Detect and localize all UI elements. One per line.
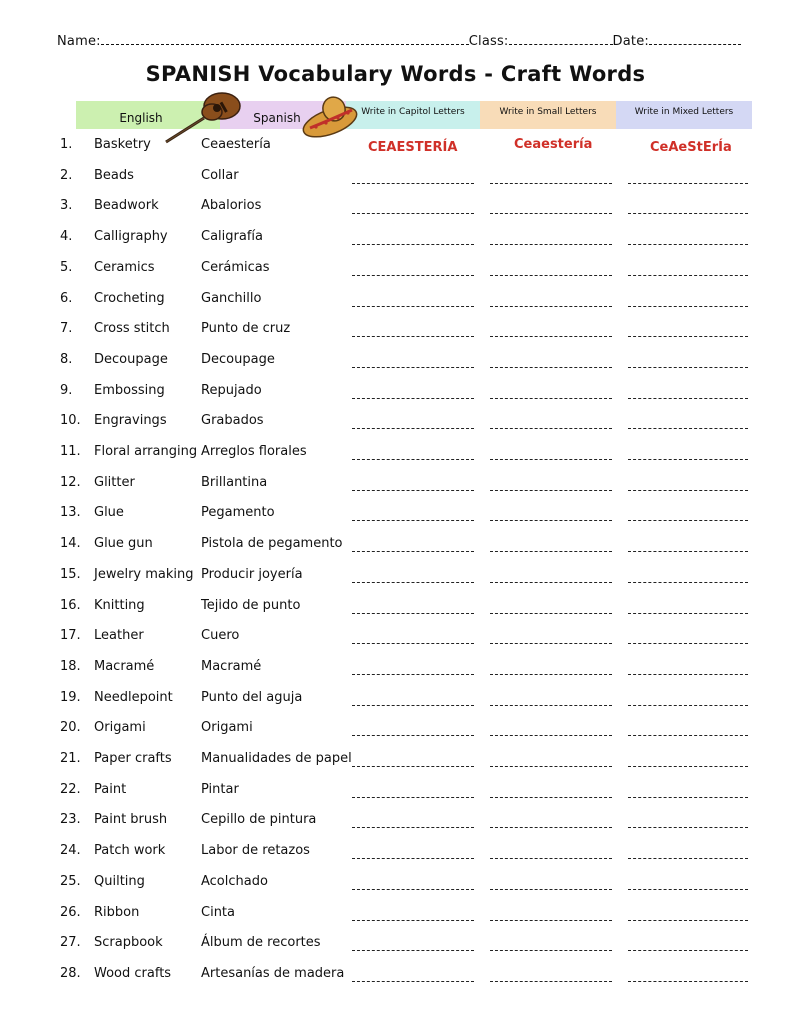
small-answer-line[interactable] <box>490 490 612 491</box>
english-word: Decoupage <box>94 351 168 367</box>
spanish-word: Ganchillo <box>201 290 262 306</box>
row-number: 7. <box>60 321 73 337</box>
spanish-word: Decoupage <box>201 351 275 367</box>
small-answer-line[interactable] <box>490 827 612 828</box>
row-number: 24. <box>60 843 81 859</box>
row-number: 28. <box>60 965 81 981</box>
row-number: 21. <box>60 751 81 766</box>
capital-answer-line[interactable] <box>352 428 474 429</box>
small-answer-line[interactable] <box>490 582 612 583</box>
capital-answer-line[interactable] <box>352 398 474 399</box>
small-answer-line[interactable] <box>490 705 612 706</box>
capital-answer-line[interactable] <box>352 981 474 982</box>
capital-answer-line[interactable] <box>352 551 474 552</box>
spanish-word: Macramé <box>201 658 262 674</box>
small-answer-line[interactable] <box>490 920 612 921</box>
column-header-small: Write in Small Letters <box>480 101 616 129</box>
capital-answer-line[interactable] <box>352 613 474 614</box>
spanish-word: Ceaestería <box>201 137 271 152</box>
spanish-word: Abalorios <box>201 198 262 214</box>
row-number: 26. <box>60 904 81 920</box>
capital-answer-line[interactable] <box>352 674 474 675</box>
mixed-answer-line[interactable] <box>628 797 748 798</box>
capital-answer-line[interactable] <box>352 459 474 460</box>
row-number: 15. <box>60 566 81 582</box>
word-row <box>0 444 791 474</box>
english-word: Wood crafts <box>94 965 172 981</box>
spanish-word: Cepillo de pintura <box>201 812 317 828</box>
mixed-answer-line[interactable] <box>628 889 748 890</box>
capital-answer-line[interactable] <box>352 858 474 859</box>
row-number: 20. <box>60 720 81 736</box>
small-answer-line[interactable] <box>490 735 612 736</box>
english-word: Jewelry making <box>94 566 194 582</box>
english-word: Floral arranging <box>94 444 198 459</box>
spanish-word: Origami <box>201 720 253 736</box>
small-answer-line[interactable] <box>490 183 612 184</box>
small-answer-line[interactable] <box>490 766 612 767</box>
spanish-word: Punto de cruz <box>201 321 291 337</box>
english-word: Knitting <box>94 597 145 613</box>
spanish-word: Acolchado <box>201 873 268 889</box>
word-row <box>0 229 791 259</box>
mixed-answer-line[interactable] <box>628 459 748 460</box>
row-number: 23. <box>60 812 81 828</box>
capital-answer-line[interactable] <box>352 889 474 890</box>
row-number: 8. <box>60 351 73 367</box>
word-row <box>0 383 791 413</box>
word-row <box>0 598 791 628</box>
capital-answer-line[interactable] <box>352 950 474 951</box>
capital-answer-line[interactable] <box>352 735 474 736</box>
word-row <box>0 812 791 842</box>
row-number: 22. <box>60 781 81 797</box>
spanish-word: Labor de retazos <box>201 843 310 859</box>
word-row <box>0 505 791 535</box>
small-answer-line[interactable] <box>490 889 612 890</box>
word-row <box>0 168 791 198</box>
english-word: Glue gun <box>94 536 153 552</box>
mixed-answer-line[interactable] <box>628 490 748 491</box>
english-word: Paint <box>94 781 127 797</box>
mixed-answer-line[interactable] <box>628 367 748 368</box>
word-row <box>0 198 791 228</box>
small-answer-line[interactable] <box>490 520 612 521</box>
spanish-word: Repujado <box>201 382 262 398</box>
english-word: Macramé <box>94 658 155 674</box>
english-word: Glue <box>94 505 124 521</box>
english-word: Patch work <box>94 843 166 859</box>
row-number: 27. <box>60 935 81 951</box>
row-number: 4. <box>60 229 73 245</box>
word-row <box>0 321 791 351</box>
small-answer-line[interactable] <box>490 244 612 245</box>
mixed-answer-line[interactable] <box>628 674 748 675</box>
example-mixed: CeAeStErÍa <box>650 140 732 155</box>
capital-answer-line[interactable] <box>352 766 474 767</box>
word-row <box>0 782 791 812</box>
word-row <box>0 843 791 873</box>
spanish-word: Manualidades de papel <box>201 751 352 766</box>
row-number: 17. <box>60 628 81 644</box>
spanish-word: Punto del aguja <box>201 689 303 705</box>
word-row <box>0 628 791 658</box>
row-number: 9. <box>60 382 73 398</box>
small-answer-line[interactable] <box>490 797 612 798</box>
capital-answer-line[interactable] <box>352 244 474 245</box>
small-answer-line[interactable] <box>490 275 612 276</box>
word-row <box>0 567 791 597</box>
small-answer-line[interactable] <box>490 367 612 368</box>
small-answer-line[interactable] <box>490 336 612 337</box>
spanish-word: Collar <box>201 167 239 183</box>
column-header-capital: Write in Capitol Letters <box>346 101 480 129</box>
small-answer-line[interactable] <box>490 858 612 859</box>
spanish-word: Producir joyería <box>201 566 303 582</box>
english-word: Beadwork <box>94 198 159 214</box>
mixed-answer-line[interactable] <box>628 551 748 552</box>
spanish-word: Caligrafía <box>201 229 263 245</box>
capital-answer-line[interactable] <box>352 367 474 368</box>
row-number: 1. <box>60 137 73 152</box>
page-title: SPANISH Vocabulary Words - Craft Words <box>145 62 646 86</box>
capital-answer-line[interactable] <box>352 306 474 307</box>
capital-answer-line[interactable] <box>352 705 474 706</box>
mixed-answer-line[interactable] <box>628 858 748 859</box>
column-header-mixed: Write in Mixed Letters <box>616 101 752 129</box>
spanish-word: Arreglos florales <box>201 444 307 459</box>
capital-answer-line[interactable] <box>352 275 474 276</box>
word-row <box>0 291 791 321</box>
row-number: 5. <box>60 259 73 275</box>
name-label: Name: <box>57 34 101 49</box>
word-row <box>0 720 791 750</box>
english-word: Engravings <box>94 413 167 429</box>
spanish-word: Pintar <box>201 781 239 797</box>
small-answer-line[interactable] <box>490 306 612 307</box>
example-small: Ceaestería <box>514 137 593 152</box>
spanish-word: Tejido de punto <box>201 597 301 613</box>
spanish-word: Brillantina <box>201 474 268 490</box>
spanish-word: Pistola de pegamento <box>201 536 343 552</box>
mixed-answer-line[interactable] <box>628 766 748 767</box>
word-row <box>0 905 791 935</box>
capital-answer-line[interactable] <box>352 582 474 583</box>
small-answer-line[interactable] <box>490 950 612 951</box>
word-row <box>0 352 791 382</box>
row-number: 6. <box>60 290 73 306</box>
mixed-answer-line[interactable] <box>628 183 748 184</box>
mixed-answer-line[interactable] <box>628 950 748 951</box>
small-answer-line[interactable] <box>490 459 612 460</box>
english-word: Crocheting <box>94 290 165 306</box>
word-row <box>0 690 791 720</box>
word-row <box>0 659 791 689</box>
capital-answer-line[interactable] <box>352 643 474 644</box>
row-number: 18. <box>60 658 81 674</box>
word-row <box>0 966 791 996</box>
word-row <box>0 935 791 965</box>
word-row <box>0 137 791 167</box>
small-answer-line[interactable] <box>490 981 612 982</box>
mixed-answer-line[interactable] <box>628 613 748 614</box>
small-answer-line[interactable] <box>490 613 612 614</box>
small-answer-line[interactable] <box>490 551 612 552</box>
capital-answer-line[interactable] <box>352 797 474 798</box>
spanish-word: Grabados <box>201 413 264 429</box>
row-number: 11. <box>60 444 81 459</box>
mixed-answer-line[interactable] <box>628 428 748 429</box>
english-word: Basketry <box>94 137 151 152</box>
english-word: Embossing <box>94 382 165 398</box>
english-word: Glitter <box>94 474 135 490</box>
row-number: 12. <box>60 474 81 490</box>
capital-answer-line[interactable] <box>352 183 474 184</box>
english-word: Quilting <box>94 873 145 889</box>
mixed-answer-line[interactable] <box>628 582 748 583</box>
english-word: Needlepoint <box>94 689 173 705</box>
english-word: Paint brush <box>94 812 168 828</box>
english-word: Leather <box>94 628 144 644</box>
capital-answer-line[interactable] <box>352 336 474 337</box>
word-row <box>0 260 791 290</box>
spanish-word: Artesanías de madera <box>201 965 345 981</box>
class-field[interactable] <box>509 34 613 45</box>
capital-answer-line[interactable] <box>352 213 474 214</box>
english-word: Beads <box>94 167 134 183</box>
english-word: Calligraphy <box>94 229 168 245</box>
mixed-answer-line[interactable] <box>628 827 748 828</box>
capital-answer-line[interactable] <box>352 827 474 828</box>
row-number: 25. <box>60 873 81 889</box>
english-word: Paper crafts <box>94 751 172 766</box>
word-row <box>0 874 791 904</box>
mixed-answer-line[interactable] <box>628 981 748 982</box>
mixed-answer-line[interactable] <box>628 306 748 307</box>
date-label: Date: <box>612 34 649 49</box>
word-row <box>0 536 791 566</box>
mixed-answer-line[interactable] <box>628 244 748 245</box>
row-number: 14. <box>60 536 81 552</box>
small-answer-line[interactable] <box>490 428 612 429</box>
english-word: Cross stitch <box>94 321 170 337</box>
student-info-line <box>57 34 741 49</box>
capital-answer-line[interactable] <box>352 490 474 491</box>
mixed-answer-line[interactable] <box>628 735 748 736</box>
mixed-answer-line[interactable] <box>628 213 748 214</box>
spanish-word: Cerámicas <box>201 259 270 275</box>
row-number: 13. <box>60 505 81 521</box>
example-capital: CEAESTERÍA <box>368 140 458 155</box>
english-word: Scrapbook <box>94 935 163 951</box>
word-row <box>0 413 791 443</box>
column-header-english: English <box>76 101 220 129</box>
small-answer-line[interactable] <box>490 643 612 644</box>
column-header-spanish: Spanish <box>220 101 346 129</box>
mixed-answer-line[interactable] <box>628 920 748 921</box>
row-number: 10. <box>60 413 81 429</box>
word-row <box>0 475 791 505</box>
mixed-answer-line[interactable] <box>628 643 748 644</box>
capital-answer-line[interactable] <box>352 520 474 521</box>
mixed-answer-line[interactable] <box>628 520 748 521</box>
name-field[interactable] <box>101 34 469 45</box>
english-word: Ribbon <box>94 904 140 920</box>
small-answer-line[interactable] <box>490 213 612 214</box>
english-word: Origami <box>94 720 146 736</box>
row-number: 2. <box>60 167 73 183</box>
row-number: 19. <box>60 689 81 705</box>
mixed-answer-line[interactable] <box>628 275 748 276</box>
word-row <box>0 751 791 781</box>
sombrero-icon <box>300 92 362 138</box>
spanish-word: Cuero <box>201 628 240 644</box>
spanish-word: Cinta <box>201 904 235 920</box>
mixed-answer-line[interactable] <box>628 398 748 399</box>
spanish-word: Álbum de recortes <box>201 935 321 951</box>
spanish-word: Pegamento <box>201 505 275 521</box>
mixed-answer-line[interactable] <box>628 705 748 706</box>
mixed-answer-line[interactable] <box>628 336 748 337</box>
capital-answer-line[interactable] <box>352 920 474 921</box>
small-answer-line[interactable] <box>490 674 612 675</box>
date-field[interactable] <box>649 34 741 45</box>
row-number: 16. <box>60 597 81 613</box>
class-label: Class: <box>468 34 509 49</box>
english-word: Ceramics <box>94 259 155 275</box>
small-answer-line[interactable] <box>490 398 612 399</box>
row-number: 3. <box>60 198 73 214</box>
